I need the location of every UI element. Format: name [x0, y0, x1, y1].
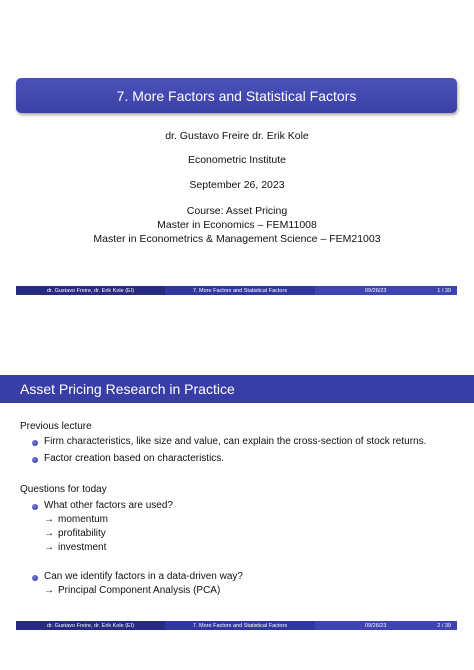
- bullet-icon: [32, 504, 38, 510]
- footer-date-page: [315, 621, 457, 630]
- date: September 26, 2023: [189, 179, 285, 191]
- list-item: What other factors are used?: [44, 500, 173, 511]
- footer-bar: [16, 621, 457, 630]
- footer-date-page: [315, 286, 457, 295]
- footer-authors: dr. Gustavo Freire, dr. Erik Kole (EI): [16, 286, 165, 295]
- footer-date: 09/26/23: [365, 287, 387, 294]
- presentation-title-box: [16, 78, 457, 113]
- content-slide: [0, 335, 474, 635]
- arrow-icon: →: [44, 528, 54, 539]
- footer-page: 2 / 39: [437, 622, 451, 629]
- arrow-icon: →: [44, 514, 54, 525]
- sub-item: → Principal Component Analysis (PCA): [44, 585, 221, 596]
- course-line: Course: Asset Pricing: [186, 205, 288, 217]
- institute: Econometric Institute: [187, 154, 287, 166]
- presentation-title: 7. More Factors and Statistical Factors: [116, 87, 357, 104]
- footer-title: 7. More Factors and Statistical Factors: [165, 621, 315, 630]
- title-slide: [0, 0, 474, 300]
- list-item: Factor creation based on characteristics.: [44, 453, 225, 464]
- section-heading: Previous lecture: [20, 421, 92, 432]
- frame-title-bar: [0, 375, 474, 403]
- list-item: Firm characteristics, like size and value, can explain the cross-section of stock returns.: [44, 436, 427, 447]
- section-heading: Questions for today: [20, 484, 107, 495]
- authors: dr. Gustavo Freire dr. Erik Kole: [165, 130, 309, 142]
- bullet-icon: [32, 457, 38, 463]
- list-item: Can we identify factors in a data-driven way?: [44, 571, 243, 582]
- footer-authors: dr. Gustavo Freire, dr. Erik Kole (EI): [16, 621, 165, 630]
- bullet-icon: [32, 575, 38, 581]
- footer-bar: [16, 286, 457, 295]
- footer-title: 7. More Factors and Statistical Factors: [165, 286, 315, 295]
- course-line: Master in Econometrics & Management Science – FEM21003: [93, 233, 381, 245]
- sub-item: → investment: [44, 542, 107, 553]
- frame-title: Asset Pricing Research in Practice: [20, 381, 235, 397]
- sub-item: → momentum: [44, 514, 109, 525]
- bullet-icon: [32, 440, 38, 446]
- footer-date: 09/26/23: [365, 622, 387, 629]
- arrow-icon: →: [44, 542, 54, 553]
- arrow-icon: →: [44, 585, 54, 596]
- sub-item: → profitability: [44, 528, 106, 539]
- footer-page: 1 / 39: [437, 287, 451, 294]
- course-line: Master in Economics – FEM11008: [157, 219, 317, 231]
